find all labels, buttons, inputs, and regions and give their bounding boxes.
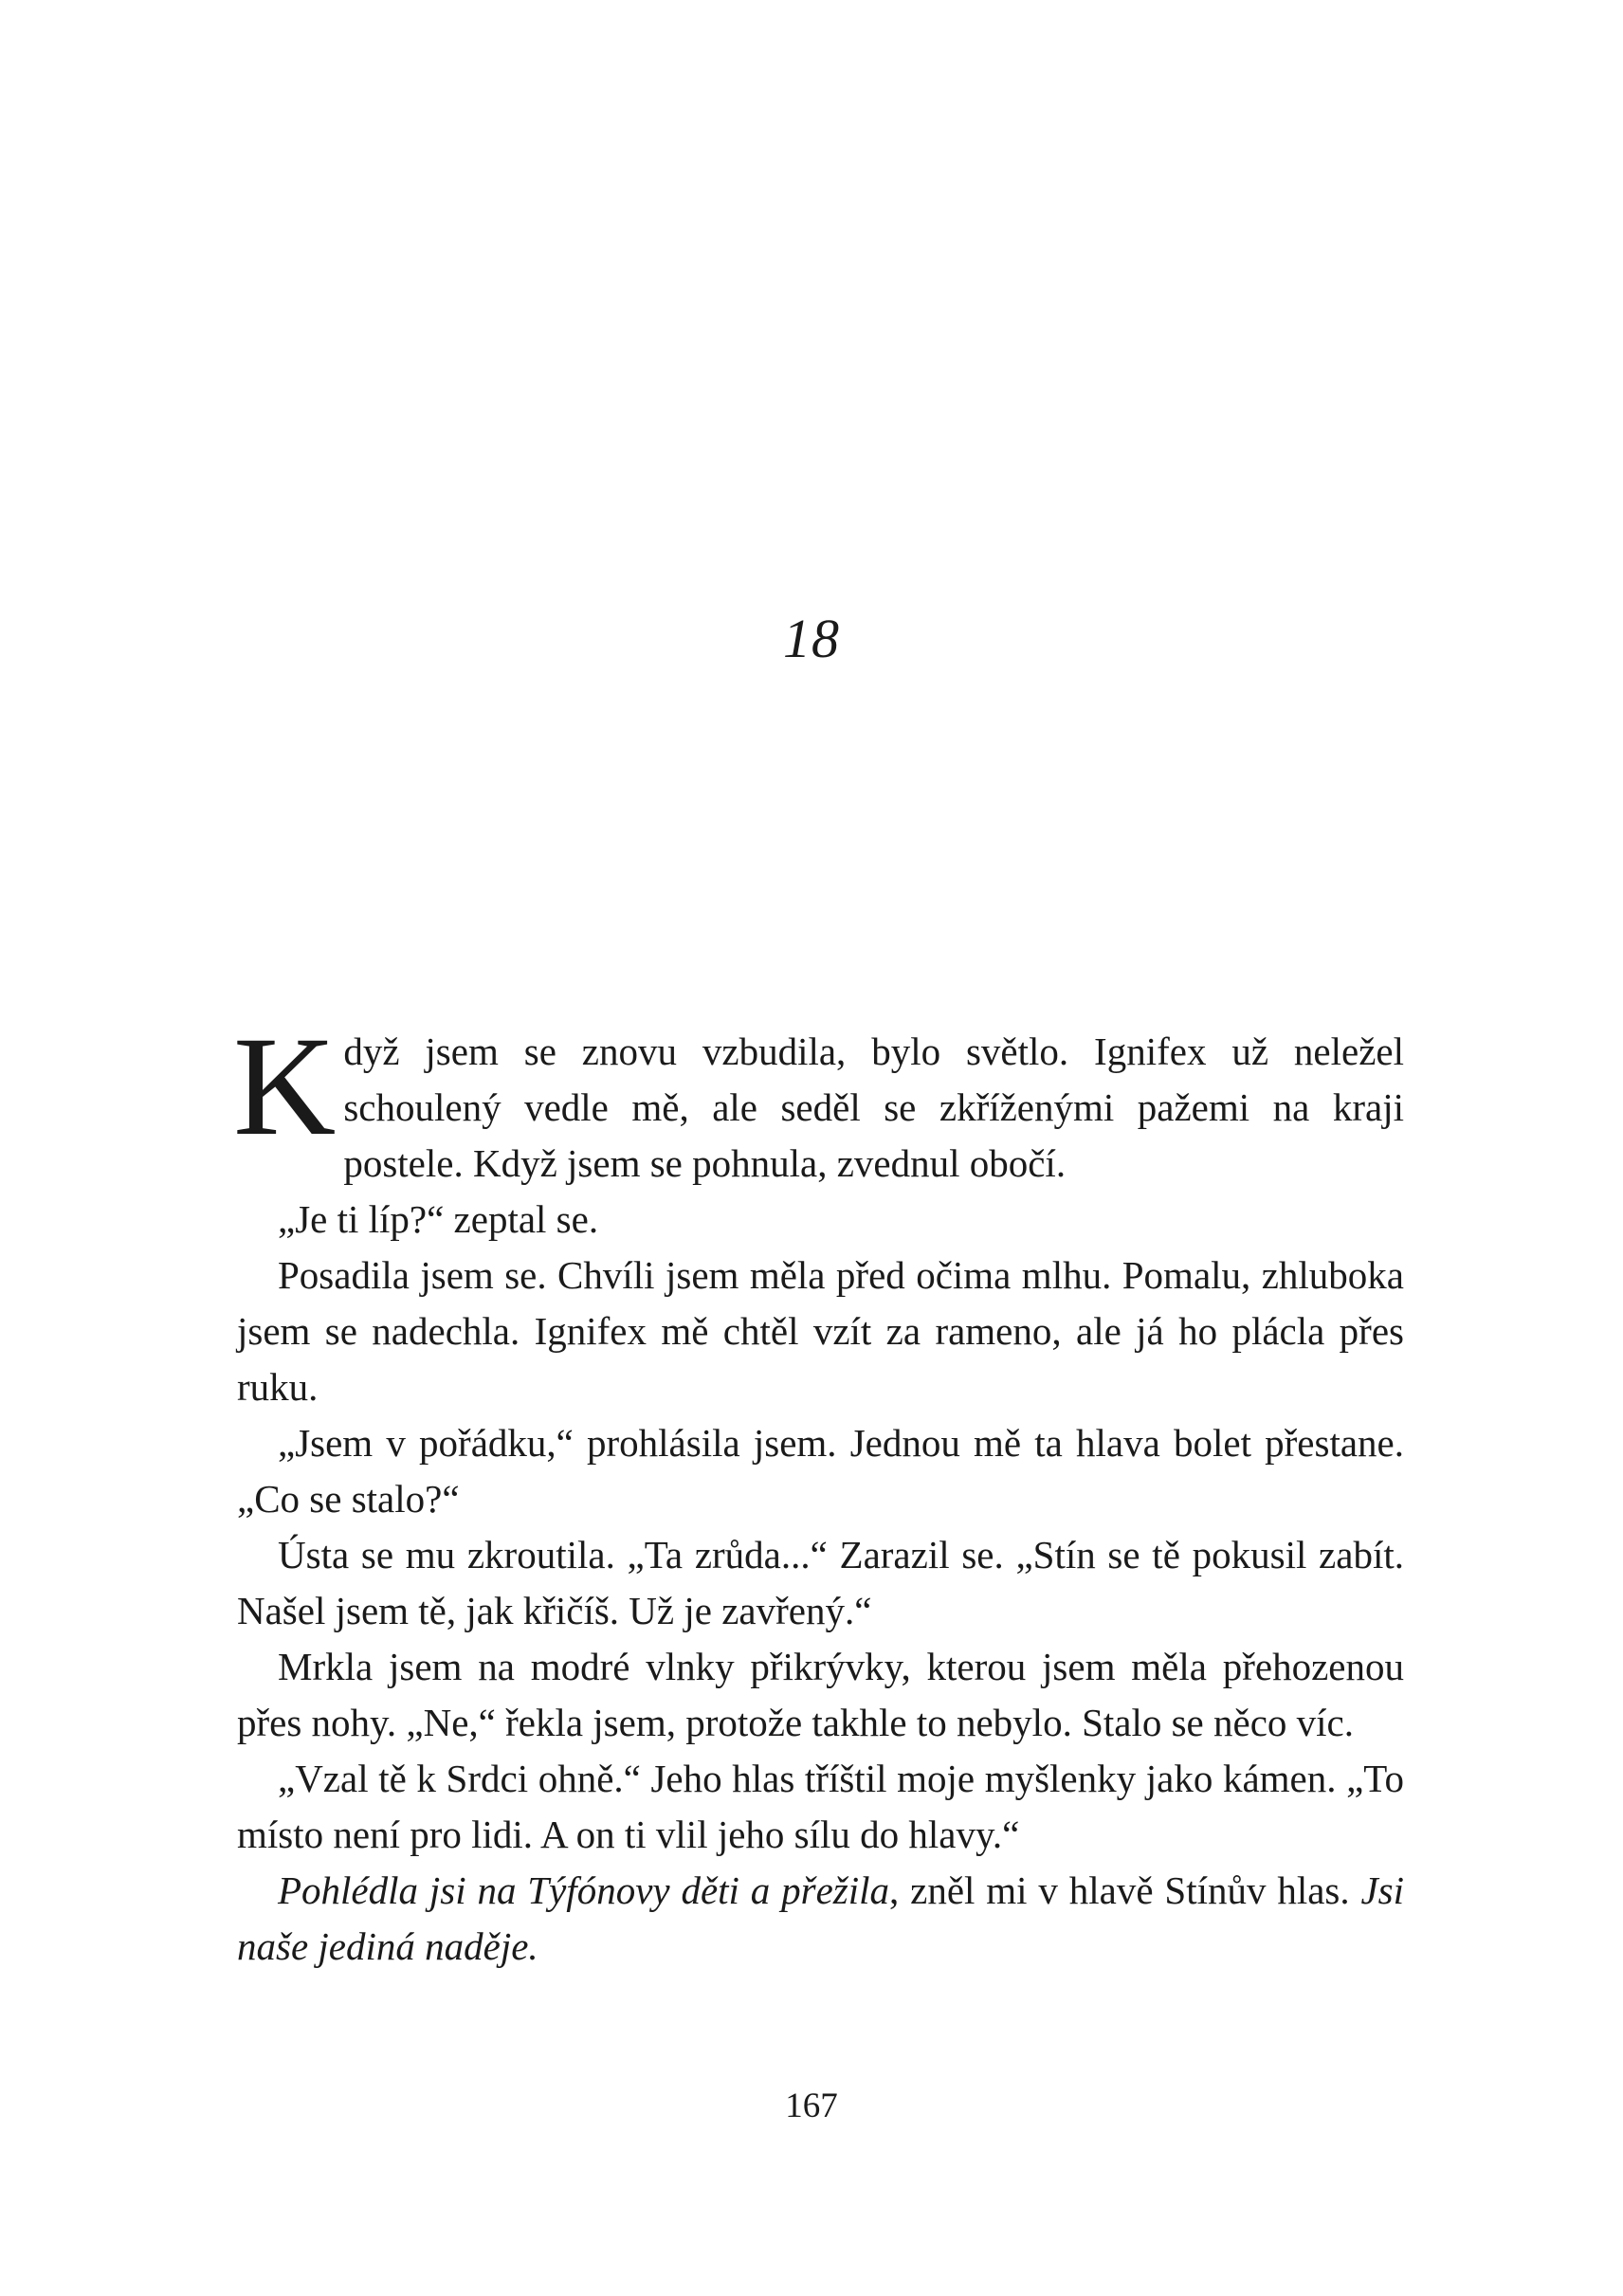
paragraph-8-plain: , zněl mi v hlavě Stínův hlas. bbox=[889, 1868, 1361, 1912]
paragraph-8-italic-2: Jsi naše jediná naděje. bbox=[237, 1868, 1405, 1968]
paragraph-8-italic-1: Pohlédla jsi na Týfónovy děti a přežila bbox=[278, 1868, 890, 1912]
paragraph-4: „Jsem v pořádku,“ prohlásila jsem. Jednou mě ta hlava bolet přestane. „Co se stalo?“ bbox=[237, 1421, 1404, 1521]
paragraph-7: „Vzal tě k Srdci ohně.“ Jeho hlas tříštil moje myšlenky jako kámen. „To místo není pro lidi. A on ti vlil jeho sílu do hlavy.“ bbox=[237, 1757, 1404, 1856]
drop-cap: K bbox=[233, 1008, 337, 1165]
paragraph-1 bbox=[233, 1008, 1404, 1192]
chapter-body bbox=[233, 1008, 1405, 1975]
paragraph-8 bbox=[237, 1863, 1404, 1975]
paragraph-1-text: dyž jsem se znovu vzbudila, bylo světlo. Ignifex už neležel schoulený vedle mě, ale seděl se zkříženými pažemi na kraji postele. Když jsem se pohnula, zvednul obočí. bbox=[343, 1030, 1404, 1185]
paragraph-3: Posadila jsem se. Chvíli jsem měla před očima mlhu. Pomalu, zhluboka jsem se nadechla. Ignifex mě chtěl vzít za rameno, ale já ho plácla přes ruku. bbox=[237, 1253, 1404, 1409]
chapter-number: 18 bbox=[783, 608, 840, 669]
page-number: 167 bbox=[785, 2086, 838, 2125]
paragraph-5: Ústa se mu zkroutila. „Ta zrůda...“ Zarazil se. „Stín se tě pokusil zabít. Našel jsem tě, jak křičíš. Už je zavřený.“ bbox=[237, 1533, 1404, 1632]
paragraph-6: Mrkla jsem na modré vlnky přikrývky, kterou jsem měla přehozenou přes nohy. „Ne,“ řekla jsem, protože takhle to nebylo. Stalo se něco víc. bbox=[237, 1645, 1404, 1744]
paragraph-2: „Je ti líp?“ zeptal se. bbox=[278, 1197, 599, 1241]
